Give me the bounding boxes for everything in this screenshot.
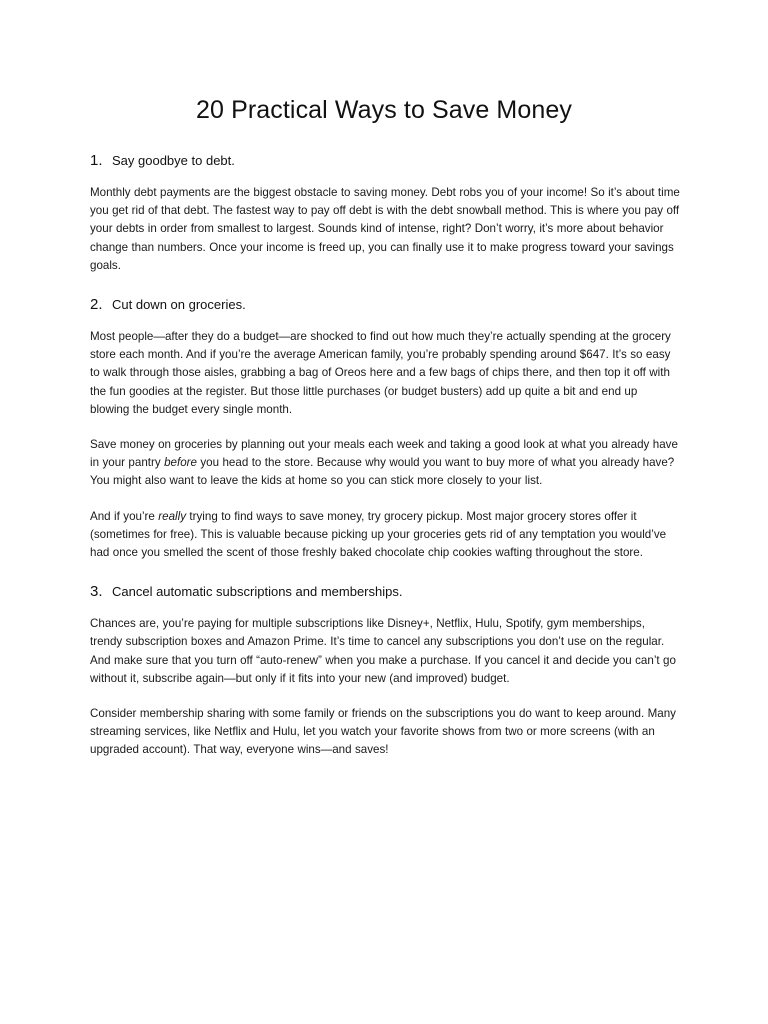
section-3	[90, 583, 680, 759]
section-title: Say goodbye to debt.	[112, 153, 235, 168]
paragraph: Chances are, you’re paying for multiple subscriptions like Disney+, Netflix, Hulu, Spotify, gym memberships, trendy subscription boxes and Amazon Prime. It’s time to cancel any subscriptions you don’t use on the regular. And make sure that you turn off “auto-renew” when you make a purchase. If you cancel it and decide you can’t go without it, subscribe again—but only if it fits into your new (and improved) budget.	[90, 617, 676, 685]
section-2	[90, 296, 680, 562]
section-number: 3.	[90, 583, 103, 601]
section-number: 1.	[90, 152, 103, 169]
emphasis-text: really	[158, 509, 186, 523]
section-number: 2.	[90, 296, 103, 314]
paragraph: Save money on groceries by planning out your meals each week and taking a good look at what you already have in your pantry before you head to the store. Because why would you want to buy more of what you already have? You might also want to leave the kids at home so you can stick more closely to your list.	[90, 438, 678, 488]
paragraph: Consider membership sharing with some family or friends on the subscriptions you do want to keep around. Many streaming services, like Netflix and Hulu, let you watch your favorite shows from two or more screens (with an upgraded account). That way, everyone wins—and saves!	[90, 707, 676, 757]
section-heading	[90, 152, 680, 169]
paragraph: Most people—after they do a budget—are shocked to find out how much they’re actually spending at the grocery store each month. And if you’re the average American family, you’re probably spending around $647. It’s so easy to walk through those aisles, grabbing a bag of Oreos here and a few bags of chips there, and then top it off with the fun goodies at the register. But those little purchases (or budget busters) add up quite a bit and end up blowing the budget every single month.	[90, 330, 671, 416]
section-heading	[90, 583, 680, 600]
section-title: Cancel automatic subscriptions and memberships.	[112, 584, 403, 600]
section-1	[90, 152, 680, 275]
paragraph: And if you’re really trying to find ways to save money, try grocery pickup. Most major grocery stores offer it (sometimes for free). This is valuable because picking up your groceries gets rid of any temptation you would’ve had once you smelled the scent of those freshly baked chocolate chip cookies wafting throughout the store.	[90, 509, 667, 560]
section-title: Cut down on groceries.	[112, 297, 246, 313]
section-heading	[90, 296, 680, 313]
paragraph: Monthly debt payments are the biggest obstacle to saving money. Debt robs you of your income! So it’s about time you get rid of that debt. The fastest way to pay off debt is with the debt snowball method. This is where you pay off your debts in order from smallest to largest. Sounds kind of intense, right? Don’t worry, it’s more about behavior change than numbers. Once your income is freed up, you can finally use it to make progress toward your savings goals.	[90, 186, 680, 272]
document-body	[90, 152, 680, 777]
emphasis-text: before	[164, 456, 197, 470]
document-title: 20 Practical Ways to Save Money	[196, 96, 572, 124]
